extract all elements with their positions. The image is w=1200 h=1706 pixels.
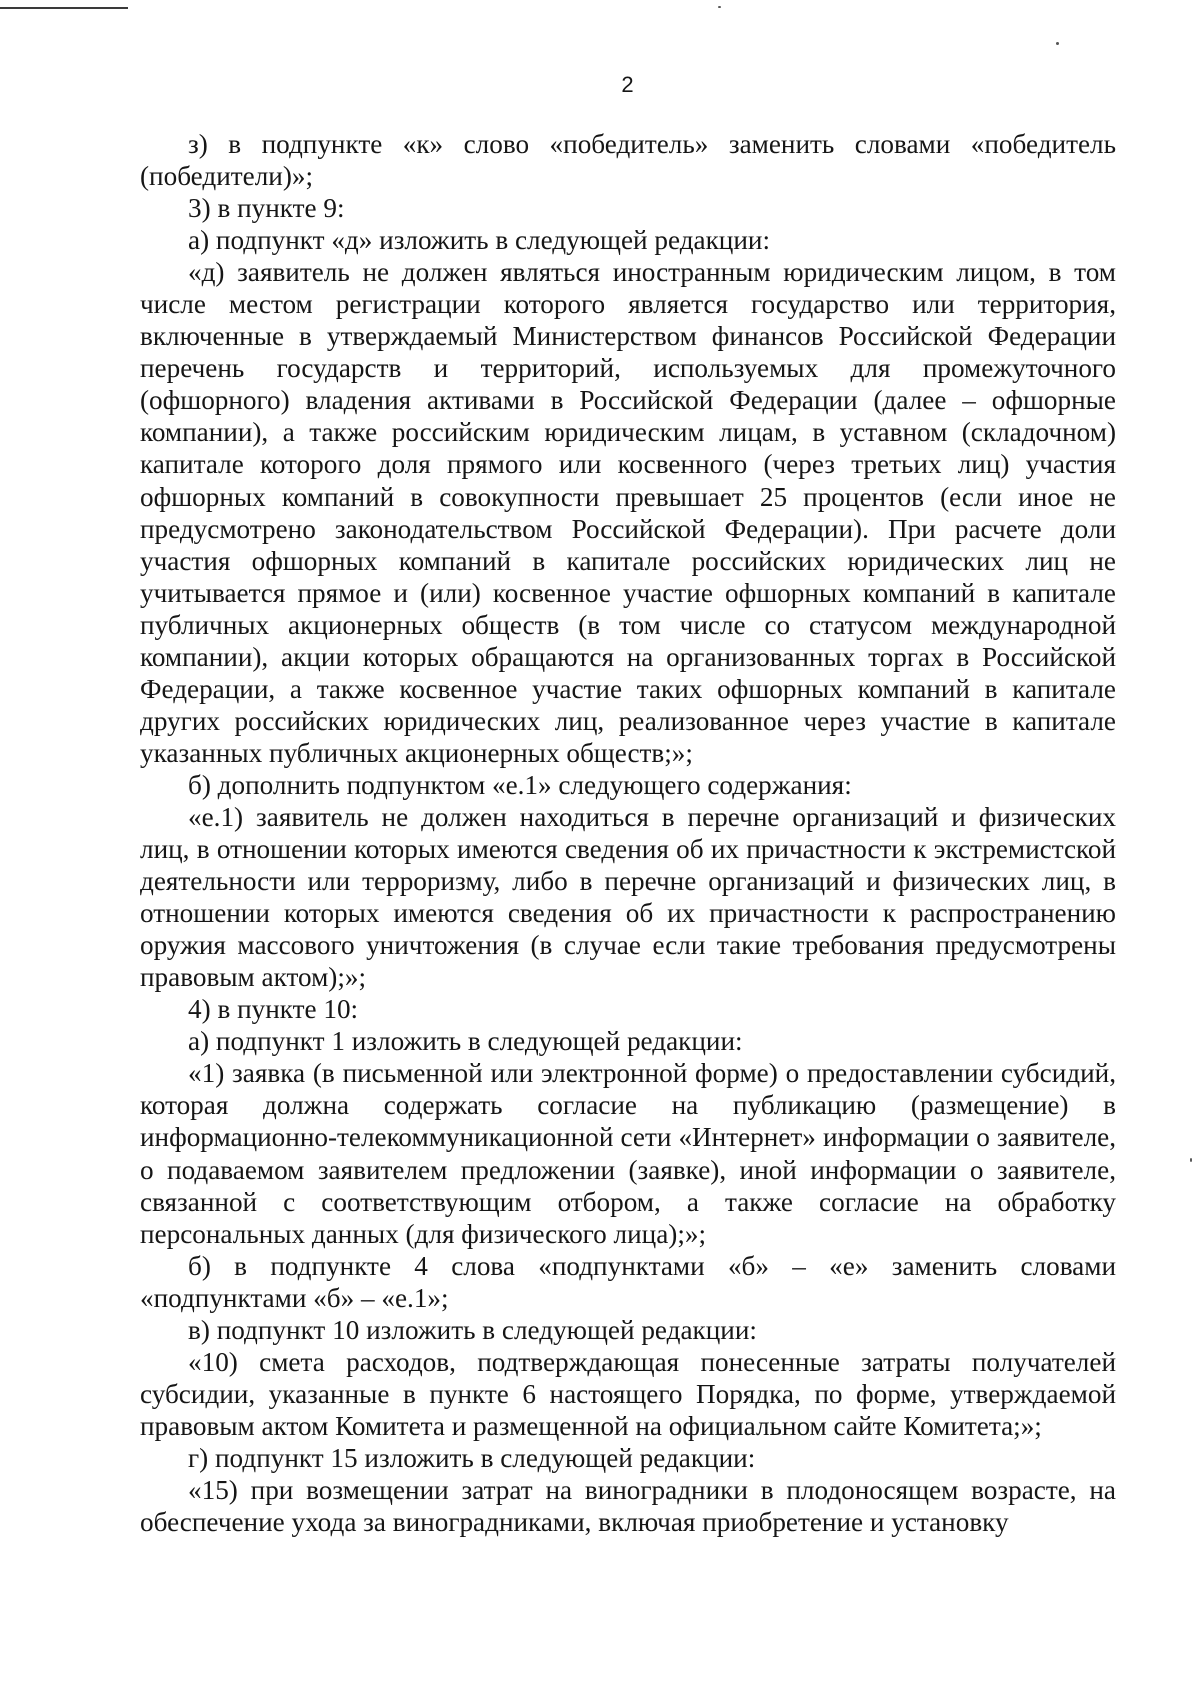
paragraph-4-point-10: 4) в пункте 10: bbox=[188, 994, 359, 1025]
paragraph-a-subpoint-1: а) подпункт 1 изложить в следующей редакции: bbox=[188, 1026, 743, 1057]
paragraph-b-add-e1: б) дополнить подпунктом «е.1» следующего содержания: bbox=[188, 769, 852, 800]
scan-edge-line bbox=[0, 7, 128, 9]
paragraph-a-subpoint-d: а) подпункт «д» изложить в следующей редакции: bbox=[188, 225, 771, 256]
paragraph-3-point-9: 3) в пункте 9: bbox=[188, 193, 345, 224]
paragraph-15-text: «15) при возмещении затрат на виноградники в плодоносящем возрасте, на обеспечение ухода за виноградниками, включая приобретение и установку bbox=[140, 1474, 1116, 1538]
paragraph-e1-text: «е.1) заявитель не должен находиться в перечне организаций и физических лиц, в отношении которых имеются сведения об их причастности к экстремистской деятельности или терроризму, либо в перечне организаций и физических лиц, в отношении которых имеются сведения об их причастности к распространению оружия массового уничтожения (в случае если такие требования предусмотрены правовым актом);»; bbox=[140, 801, 1116, 993]
paragraph-10-text: «10) смета расходов, подтверждающая понесенные затраты получателей субсидии, указанные в пункте 6 настоящего Порядка, по форме, утверждаемой правовым актом Комитета и размещенной на официальном сайте Комитета;»; bbox=[140, 1346, 1116, 1441]
scan-speck bbox=[718, 6, 721, 8]
page-number: 2 bbox=[621, 72, 634, 97]
paragraph-z-subpoint-k: з) в подпункте «к» слово «победитель» заменить словами «победитель (победители)»; bbox=[140, 129, 1116, 192]
scan-speck bbox=[1056, 42, 1059, 45]
paragraph-v-subpoint-10: в) подпункт 10 изложить в следующей редакции: bbox=[188, 1314, 757, 1345]
scan-speck bbox=[1190, 1158, 1192, 1162]
paragraph-b-subpoint-4: б) в подпункте 4 слова «подпунктами «б» – «е» заменить словами «подпунктами «б» – «е.1»; bbox=[140, 1250, 1116, 1313]
paragraph-g-subpoint-15: г) подпункт 15 изложить в следующей редакции: bbox=[188, 1442, 756, 1473]
paragraph-d-text: «д) заявитель не должен являться иностранным юридическим лицом, в том числе местом регистрации которого является государство или территория, включенные в утверждаемый Министерством финансов Российской Федерации перечень государств и территорий, используемых для промежуточного (офшорного) владения активами в Российской Федерации (далее – офшорные компании), а также российским юридическим лицам, в уставном (складочном) капитале которого доля прямого или косвенного (через третьих лиц) участия офшорных компаний в совокупности превышает 25 процентов (если иное не предусмотрено законодательством Российской Федерации). При расчете доли участия офшорных компаний в капитале российских юридических лиц не учитывается прямое и (или) косвенное участие офшорных компаний в капитале публичных акционерных обществ (в том числе со статусом международной компании), акции которых обращаются на организованных торгах в Российской Федерации, а также косвенное участие таких офшорных компаний в капитале других российских юридических лиц, реализованное через участие в капитале указанных публичных акционерных обществ;»; bbox=[140, 257, 1116, 768]
paragraph-1-text: «1) заявка (в письменной или электронной форме) о предоставлении субсидий, которая должна содержать согласие на публикацию (размещение) в информационно-телекоммуникационной сети «Интернет» информации о заявителе, о подаваемом заявителем предложении (заявке), иной информации о заявителе, связанной с соответствующим отбором, а также согласие на обработку персональных данных (для физического лица);»; bbox=[140, 1058, 1116, 1249]
document-body bbox=[140, 128, 1116, 1538]
